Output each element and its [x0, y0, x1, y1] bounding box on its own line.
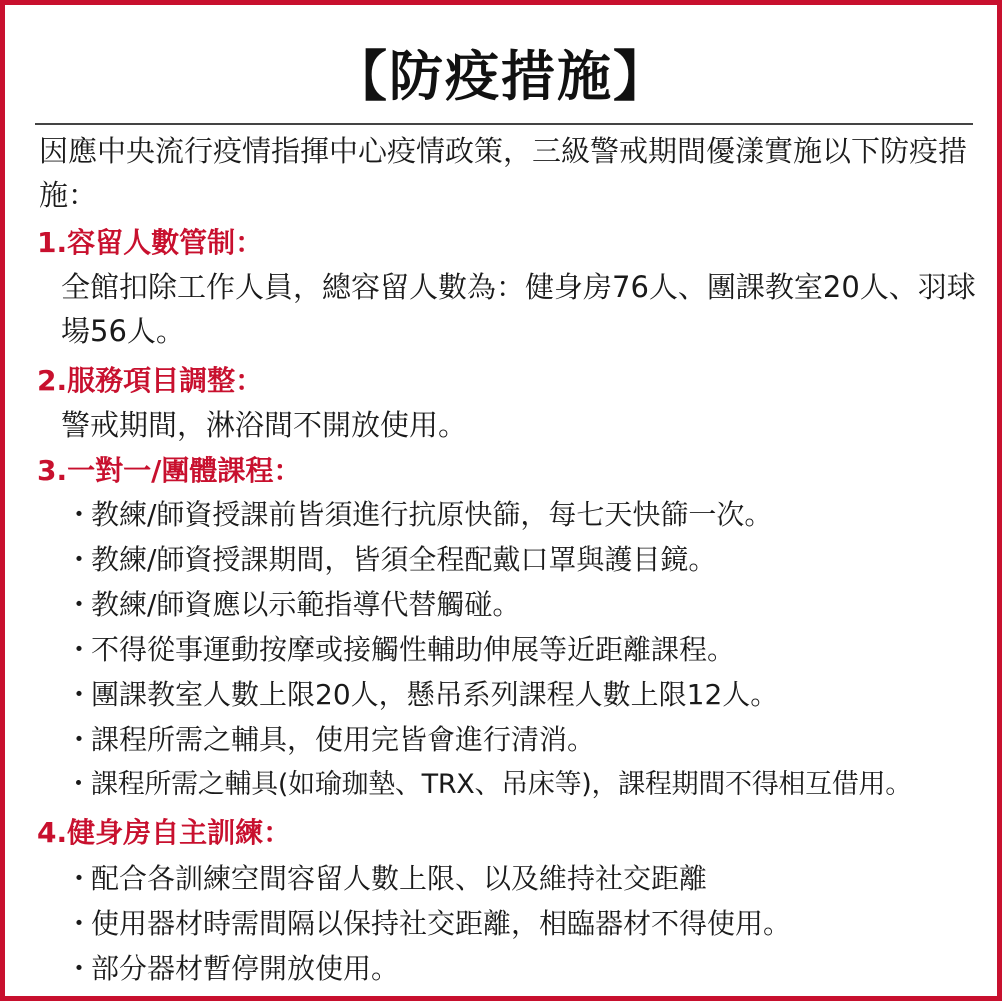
list-item-text: 配合各訓練空間容留人數上限、以及維持社交距離 [91, 862, 708, 895]
section-heading-capacity: 1.容留人數管制： [37, 226, 264, 259]
bullet: ・ [65, 588, 94, 621]
list-item [65, 538, 716, 582]
bullet: ・ [65, 678, 94, 711]
list-item-text: 使用器材時需間隔以保持社交距離，相臨器材不得使用。 [91, 907, 792, 940]
bullet: ・ [65, 633, 94, 666]
section-heading-service: 2.服務項目調整： [37, 364, 264, 397]
list-item [65, 628, 735, 672]
section-text-capacity: 全館扣除工作人員，總容留人數為：健身房76人、團課教室20人、羽球場56人。 [61, 270, 976, 348]
list-item-text: 教練/師資授課期間，皆須全程配戴口罩與護目鏡。 [91, 543, 717, 576]
list-item-text: 課程所需之輔具，使用完皆會進行清消。 [91, 723, 596, 756]
intro-text: 因應中央流行疫情指揮中心疫情政策，三級警戒期間優漾實施以下防疫措施： [39, 134, 968, 212]
bullet: ・ [65, 862, 94, 895]
list-item-text: 團課教室人數上限20人，懸吊系列課程人數上限12人。 [91, 678, 779, 711]
title-divider [35, 123, 973, 125]
bullet: ・ [65, 543, 94, 576]
section-text-service: 警戒期間，淋浴間不開放使用。 [61, 408, 468, 442]
list-item [65, 763, 912, 807]
section-heading-classes: 3.一對一/團體課程： [37, 454, 302, 487]
list-item-text: 不得從事運動按摩或接觸性輔助伸展等近距離課程。 [91, 633, 736, 666]
list-item [65, 583, 520, 627]
bullet: ・ [65, 907, 94, 940]
list-item-text: 課程所需之輔具(如瑜珈墊、TRX、吊床等)，課程期間不得相互借用。 [91, 769, 912, 800]
list-item-text: 部分器材暫停開放使用。 [91, 952, 400, 985]
bullet: ・ [65, 952, 94, 985]
list-item [65, 947, 399, 991]
list-item [65, 673, 778, 717]
list-item-text: 教練/師資授課前皆須進行抗原快篩，每七天快篩一次。 [91, 498, 773, 531]
section-heading-gym: 4.健身房自主訓練： [37, 816, 292, 849]
list-item [65, 493, 772, 537]
bullet: ・ [65, 498, 94, 531]
list-item [65, 902, 791, 946]
list-item [65, 857, 707, 901]
bullet: ・ [65, 723, 94, 756]
list-item-text: 教練/師資應以示範指導代替觸碰。 [91, 588, 521, 621]
bullet: ・ [65, 769, 92, 800]
page-title: 【防疫措施】 [333, 45, 669, 108]
list-item [65, 718, 595, 762]
